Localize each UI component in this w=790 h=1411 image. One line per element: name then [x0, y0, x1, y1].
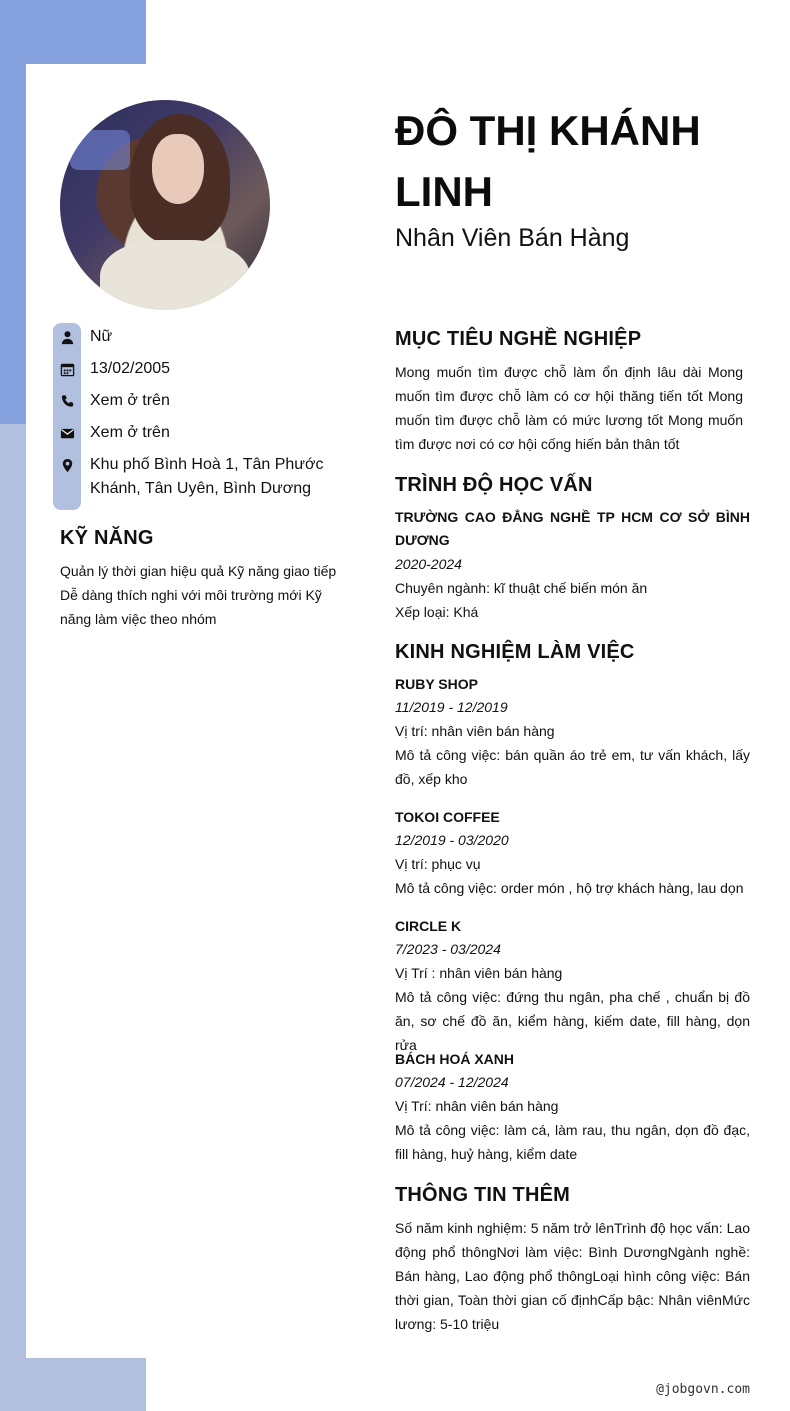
job-position: Vị Trí : nhân viên bán hàng [395, 965, 563, 981]
contact-gender: Nữ [53, 325, 353, 349]
job-period: 11/2019 - 12/2019 [395, 699, 508, 715]
skills-text: Quản lý thời gian hiệu quả Kỹ năng giao tiếp Dễ dàng thích nghi với môi trường mới Kỹ năng làm việc theo nhóm [60, 563, 337, 627]
education-school: TRƯỜNG CAO ĐẲNG NGHỀ TP HCM CƠ SỞ BÌNH DƯƠNG [395, 509, 750, 548]
location-icon [53, 453, 81, 477]
job-position: Vị Trí: nhân viên bán hàng [395, 1098, 559, 1114]
mail-icon [53, 421, 81, 445]
objective-text: Mong muốn tìm được chỗ làm ổn định lâu dài Mong muốn tìm được chỗ làm có cơ hội thăng tiến tốt Mong muốn tìm được chỗ làm có mức lương tốt Mong muốn tìm được nơi có cơ hội cống hiến bản thân tốt [395, 364, 743, 452]
job-period: 07/2024 - 12/2024 [395, 1074, 509, 1090]
contact-phone: Xem ở trên [53, 389, 353, 413]
candidate-role: Nhân Viên Bán Hàng [395, 224, 630, 252]
person-icon [53, 325, 81, 349]
job-company: TOKOI COFFEE [395, 809, 500, 825]
job-company: BÁCH HOÁ XANH [395, 1051, 514, 1067]
experience-title: KINH NGHIỆM LÀM VIỆC [395, 641, 635, 663]
job-entry [395, 673, 750, 791]
contact-address: Khu phố Bình Hoà 1, Tân Phước Khánh, Tân Uyên, Bình Dương [53, 453, 353, 501]
profile-photo [60, 100, 270, 310]
job-position: Vị trí: phục vụ [395, 856, 481, 872]
education-period: 2020-2024 [395, 556, 462, 572]
phone-icon [53, 389, 81, 413]
contact-birthdate: 13/02/2005 [53, 357, 353, 381]
job-period: 12/2019 - 03/2020 [395, 832, 509, 848]
job-description: Mô tả công việc: bán quần áo trẻ em, tư vấn khách, lấy đồ, xếp kho [395, 747, 750, 787]
education-grade: Xếp loại: Khá [395, 604, 479, 620]
job-company: CIRCLE K [395, 918, 462, 934]
education-title: TRÌNH ĐỘ HỌC VẤN [395, 474, 593, 496]
education-entry [395, 506, 750, 624]
job-period: 7/2023 - 03/2024 [395, 941, 501, 957]
calendar-icon [53, 357, 81, 381]
job-description: Mô tả công việc: order món , hộ trợ khách hàng, lau dọn [395, 880, 744, 896]
job-description: Mô tả công việc: đứng thu ngân, pha chế , chuẩn bị đồ ăn, sơ chế đồ ăn, kiểm hàng, kiếm date, fill hàng, dọn rửa [395, 989, 750, 1053]
skills-title: KỸ NĂNG [60, 527, 154, 549]
watermark: @jobgovn.com [656, 1382, 750, 1397]
job-description: Mô tả công việc: làm cá, làm rau, thu ngân, dọn đồ đạc, fill hàng, huỷ hàng, kiểm date [395, 1122, 750, 1162]
job-entry [395, 915, 750, 1057]
job-entry [395, 806, 750, 900]
extra-info-title: THÔNG TIN THÊM [395, 1184, 571, 1206]
job-position: Vị trí: nhân viên bán hàng [395, 723, 555, 739]
objective-title: MỤC TIÊU NGHỀ NGHIỆP [395, 328, 642, 350]
job-entry [395, 1048, 750, 1166]
candidate-name: ĐÔ THỊ KHÁNH LINH [395, 107, 701, 215]
education-major: Chuyên ngành: kĩ thuật chế biến món ăn [395, 580, 648, 596]
extra-info-text: Số năm kinh nghiệm: 5 năm trở lênTrình độ học vấn: Lao động phổ thôngNơi làm việc: Bình DươngNgành nghề: Bán hàng, Lao động phổ thôngLoại hình công việc: Bán thời gian, Toàn thời gian cố địnhCấp bậc: Nhân viênMức lương: 5-10 triệu [395, 1220, 750, 1332]
job-company: RUBY SHOP [395, 676, 478, 692]
contact-email: Xem ở trên [53, 421, 353, 445]
